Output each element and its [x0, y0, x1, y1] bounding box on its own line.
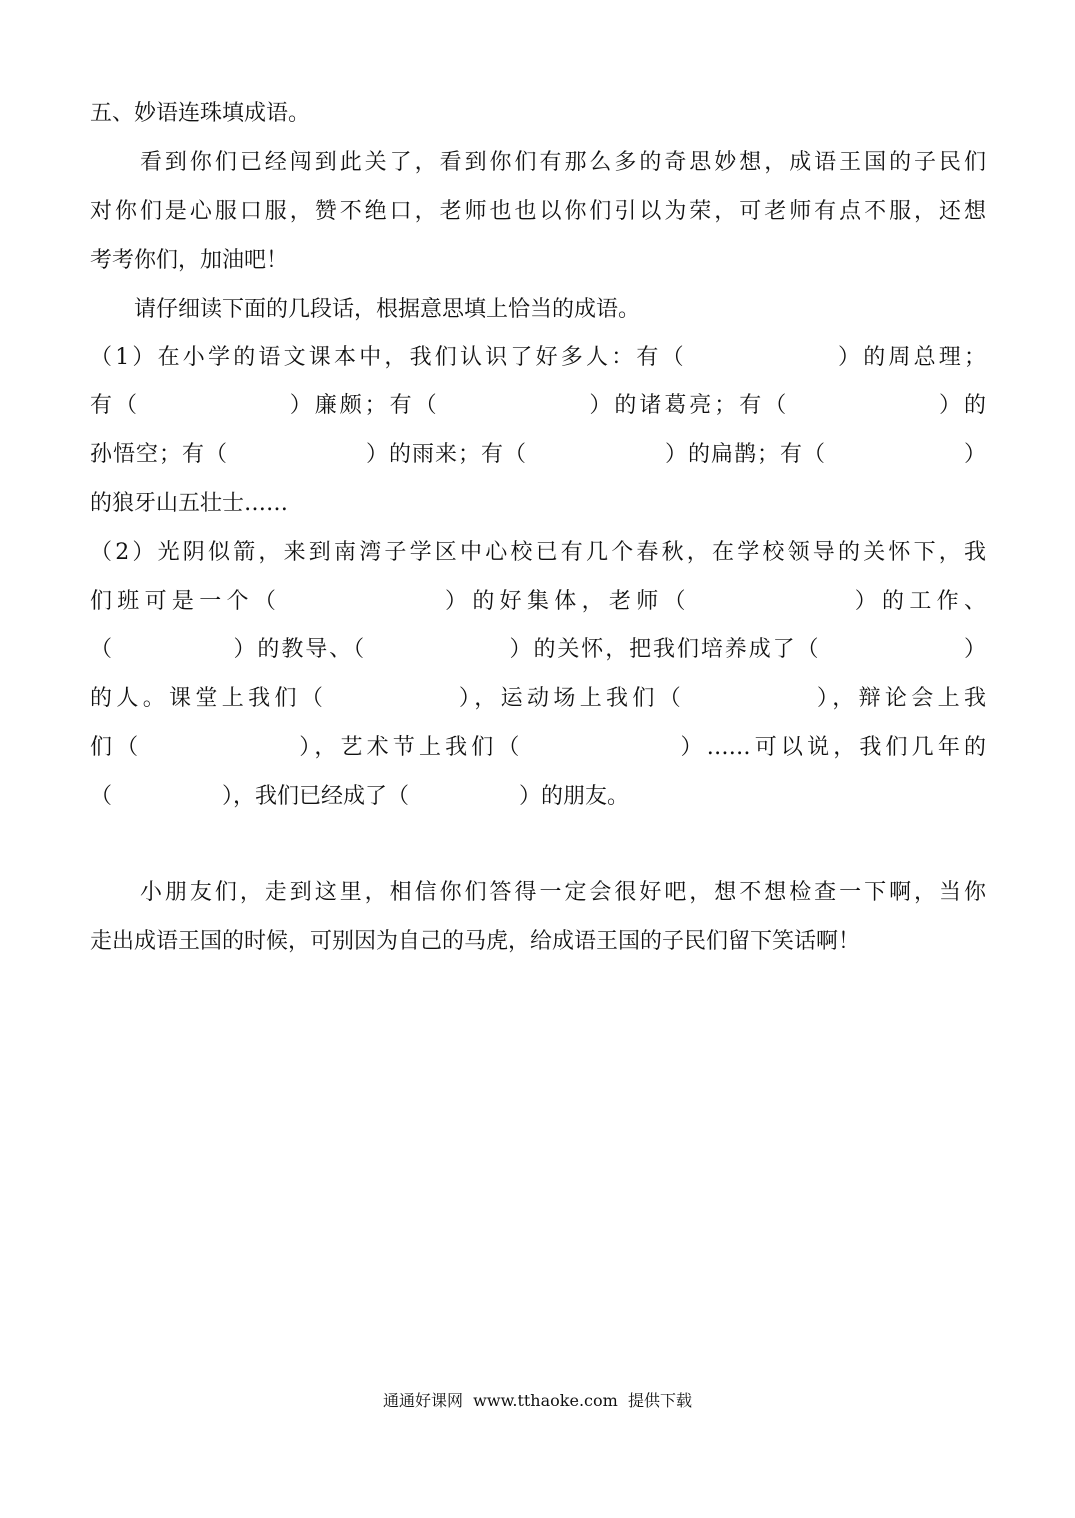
intro-line: 考考你们，加油吧！ — [90, 248, 289, 273]
intro-line: 对你们是心服口服，赞不绝口，老师也也以你们引以为荣，可老师有点不服，还想 — [90, 199, 986, 224]
closing-line: 走出成语王国的时候，可别因为自己的马虎，给成语王国的子民们留下笑话啊！ — [90, 929, 861, 954]
page-footer: 通通好课网 www.tthaoke.com 提供下载 — [383, 1391, 692, 1410]
q2-line: 的人。课堂上我们（ ），运动场上我们（ ），辩论会上我 — [90, 686, 986, 711]
q2-line: 们（ ），艺术节上我们（ ）……可以说，我们几年的 — [90, 735, 986, 760]
q2-line: 们班可是一个（ ）的好集体，老师（ ）的工作、 — [90, 589, 986, 614]
q1-line: 孙悟空；有（ ）的雨来；有（ ）的扁鹊；有（ ） — [90, 442, 986, 467]
q2-line: （ ），我们已经成了（ ）的朋友。 — [90, 784, 630, 809]
q2-line: （2）光阴似箭，来到南湾子学区中心校已有几个春秋，在学校领导的关怀下，我 — [90, 540, 986, 565]
q1-line: 有（ ）廉颇；有（ ）的诸葛亮；有（ ）的 — [90, 393, 986, 418]
intro-line: 看到你们已经闯到此关了，看到你们有那么多的奇思妙想，成语王国的子民们 — [90, 150, 986, 175]
q1-line: （1）在小学的语文课本中，我们认识了好多人：有（ ）的周总理； — [90, 345, 986, 370]
q2-line: （ ）的教导、（ ）的关怀，把我们培养成了（ ） — [90, 637, 986, 662]
instruction: 请仔细读下面的几段话，根据意思填上恰当的成语。 — [90, 297, 641, 322]
q1-line: 的狼牙山五壮士…… — [90, 491, 289, 516]
closing-line: 小朋友们，走到这里，相信你们答得一定会很好吧，想不想检查一下啊，当你 — [90, 880, 986, 905]
section-title: 五、妙语连珠填成语。 — [90, 101, 311, 126]
